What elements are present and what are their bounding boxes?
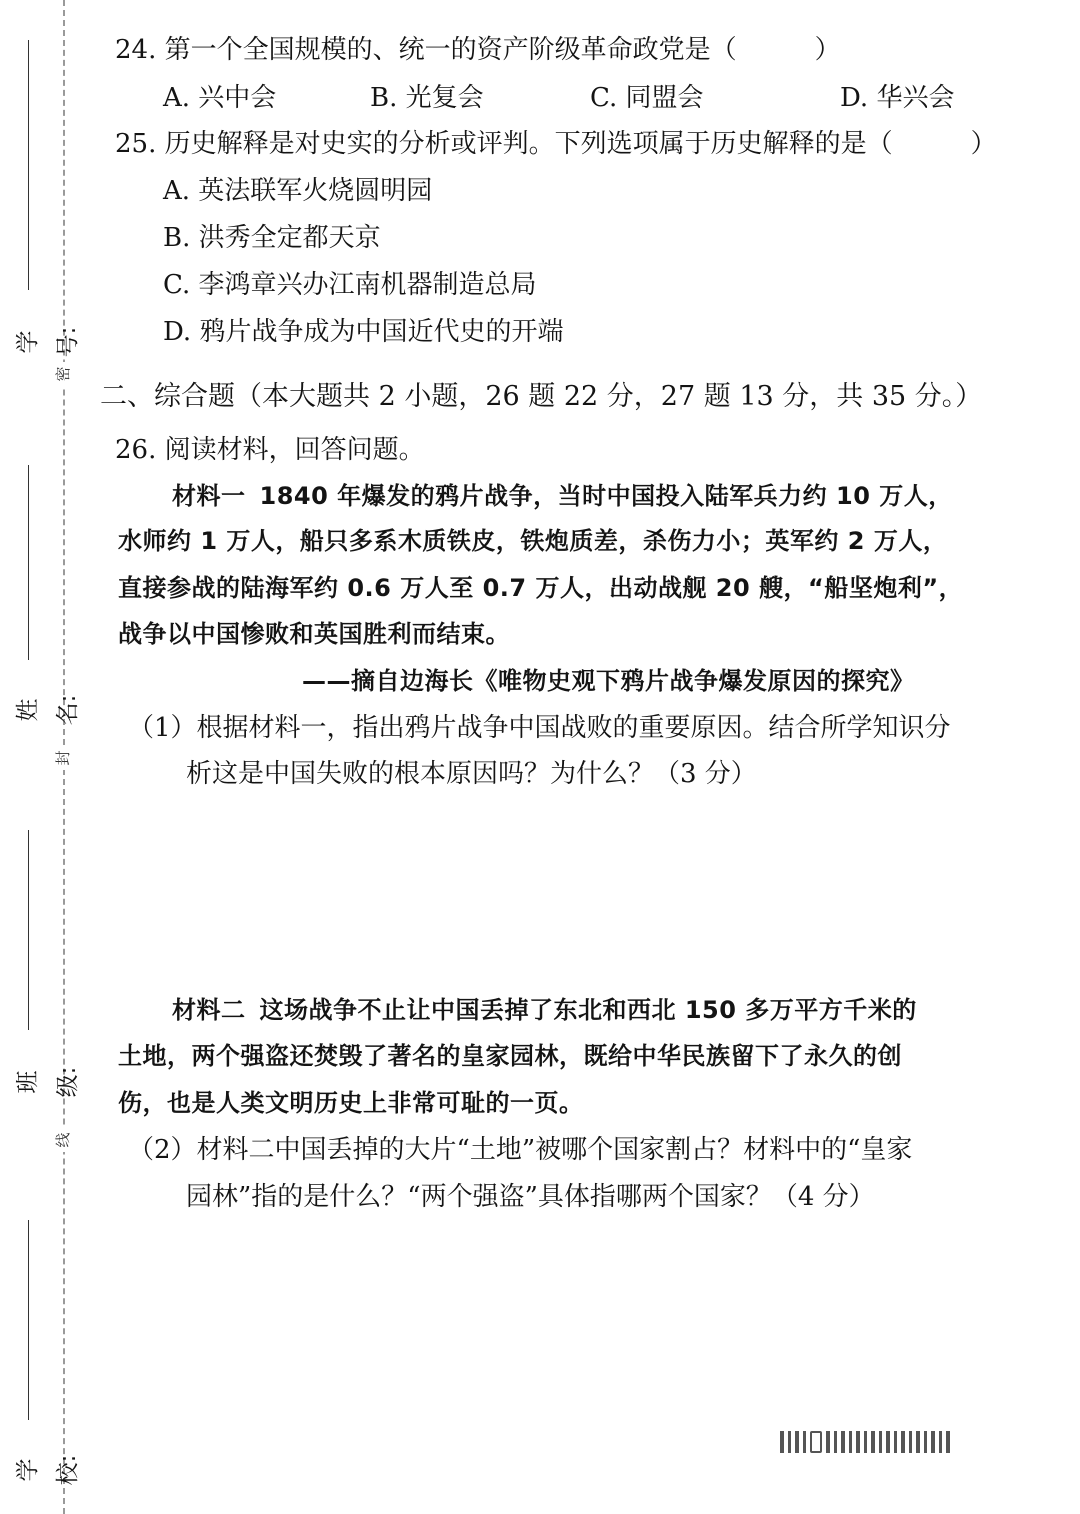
material1-source: ——摘自边海长《唯物史观下鸦片战争爆发原因的探究》 bbox=[302, 667, 915, 695]
material2-line-3: 伤，也是人类文明历史上非常可耻的一页。 bbox=[118, 1089, 584, 1117]
material1-line-4: 战争以中国惨败和英国胜利而结束。 bbox=[118, 620, 510, 648]
footer-mark bbox=[886, 1431, 890, 1453]
student-id-label: 学号: bbox=[15, 326, 81, 358]
footer-mark bbox=[916, 1431, 920, 1453]
footer-mark bbox=[788, 1431, 791, 1453]
q25-option-a: A. 英法联军火烧圆明园 bbox=[163, 176, 433, 206]
q25-option-c: C. 李鸿章兴办江南机器制造总局 bbox=[163, 270, 537, 300]
q24-option-c: C. 同盟会 bbox=[590, 83, 704, 113]
material1-text-1: 1840 年爆发的鸦片战争，当时中国投入陆军兵力约 10 万人， bbox=[259, 482, 953, 510]
student-id-blank-line bbox=[28, 40, 29, 290]
footer-mark bbox=[780, 1431, 784, 1453]
school-blank-line bbox=[28, 1220, 29, 1420]
seal-char-mi: 密 bbox=[51, 362, 75, 386]
footer-mark bbox=[864, 1431, 867, 1453]
footer-mark bbox=[834, 1431, 837, 1453]
q25-stem: 25. 历史解释是对史实的分析或评判。下列选项属于历史解释的是（ ） bbox=[115, 129, 997, 159]
name-label: 姓名: bbox=[15, 694, 81, 726]
seal-char-xian: 线 bbox=[51, 1128, 75, 1152]
q26-sub2-line-1: （2）材料二中国丢掉的大片“土地”被哪个国家割占？材料中的“皇家 bbox=[128, 1135, 913, 1165]
footer-mark bbox=[849, 1431, 852, 1453]
footer-mark bbox=[803, 1431, 806, 1453]
q26-intro: 26. 阅读材料，回答问题。 bbox=[115, 435, 425, 465]
q26-sub1-line-2: 析这是中国失败的根本原因吗？为什么？（3 分） bbox=[186, 759, 757, 789]
footer-mark bbox=[901, 1431, 905, 1453]
footer-mark bbox=[826, 1431, 830, 1453]
footer-mark bbox=[924, 1431, 927, 1453]
name-blank-line bbox=[28, 465, 29, 660]
q25-option-d: D. 鸦片战争成为中国近代史的开端 bbox=[163, 317, 564, 347]
footer-mark bbox=[856, 1431, 860, 1453]
footer-mark bbox=[871, 1431, 875, 1453]
footer-mark bbox=[946, 1431, 950, 1453]
footer-mark bbox=[879, 1431, 882, 1453]
material1-label: 材料一 bbox=[172, 482, 246, 510]
footer-mark bbox=[810, 1431, 822, 1453]
footer-marks bbox=[780, 1424, 1060, 1460]
footer-mark bbox=[841, 1431, 845, 1453]
material1-line-2: 水师约 1 万人，船只多系木质铁皮，铁炮质差，杀伤力小；英军约 2 万人， bbox=[118, 527, 948, 555]
footer-mark bbox=[894, 1431, 897, 1453]
q24-option-b: B. 光复会 bbox=[370, 83, 484, 113]
q24-stem: 24. 第一个全国规模的、统一的资产阶级革命政党是（ ） bbox=[115, 35, 841, 65]
footer-mark bbox=[939, 1431, 942, 1453]
footer-mark bbox=[931, 1431, 935, 1453]
seal-char-feng: 封 bbox=[51, 746, 75, 770]
class-blank-line bbox=[28, 830, 29, 1030]
q25-option-b: B. 洪秀全定都天京 bbox=[163, 223, 381, 253]
school-label: 学校: bbox=[15, 1454, 81, 1486]
class-label: 班级: bbox=[15, 1066, 81, 1098]
material2-line-2: 土地，两个强盗还焚毁了著名的皇家园林，既给中华民族留下了永久的创 bbox=[118, 1042, 902, 1070]
q26-sub1-line-1: （1）根据材料一，指出鸦片战争中国战败的重要原因。结合所学知识分 bbox=[128, 713, 951, 743]
footer-mark bbox=[795, 1431, 799, 1453]
material1-line-1 bbox=[172, 478, 953, 514]
q26-sub2-line-2: 园林”指的是什么？“两个强盗”具体指哪两个国家？（4 分） bbox=[186, 1182, 875, 1212]
footer-mark bbox=[909, 1431, 912, 1453]
q24-option-d: D. 华兴会 bbox=[840, 83, 955, 113]
material1-line-3: 直接参战的陆海军约 0.6 万人至 0.7 万人，出动战舰 20 艘，“船坚炮利”， bbox=[118, 574, 964, 602]
material2-text-1: 这场战争不止让中国丢掉了东北和西北 150 多万平方千米的 bbox=[259, 996, 917, 1024]
section2-title: 二、综合题（本大题共 2 小题，26 题 22 分，27 题 13 分，共 35 分。） bbox=[100, 381, 983, 412]
material2-label: 材料二 bbox=[172, 996, 246, 1024]
binding-margin bbox=[0, 0, 90, 1514]
material2-line-1 bbox=[172, 992, 917, 1028]
q24-option-a: A. 兴中会 bbox=[163, 83, 277, 113]
